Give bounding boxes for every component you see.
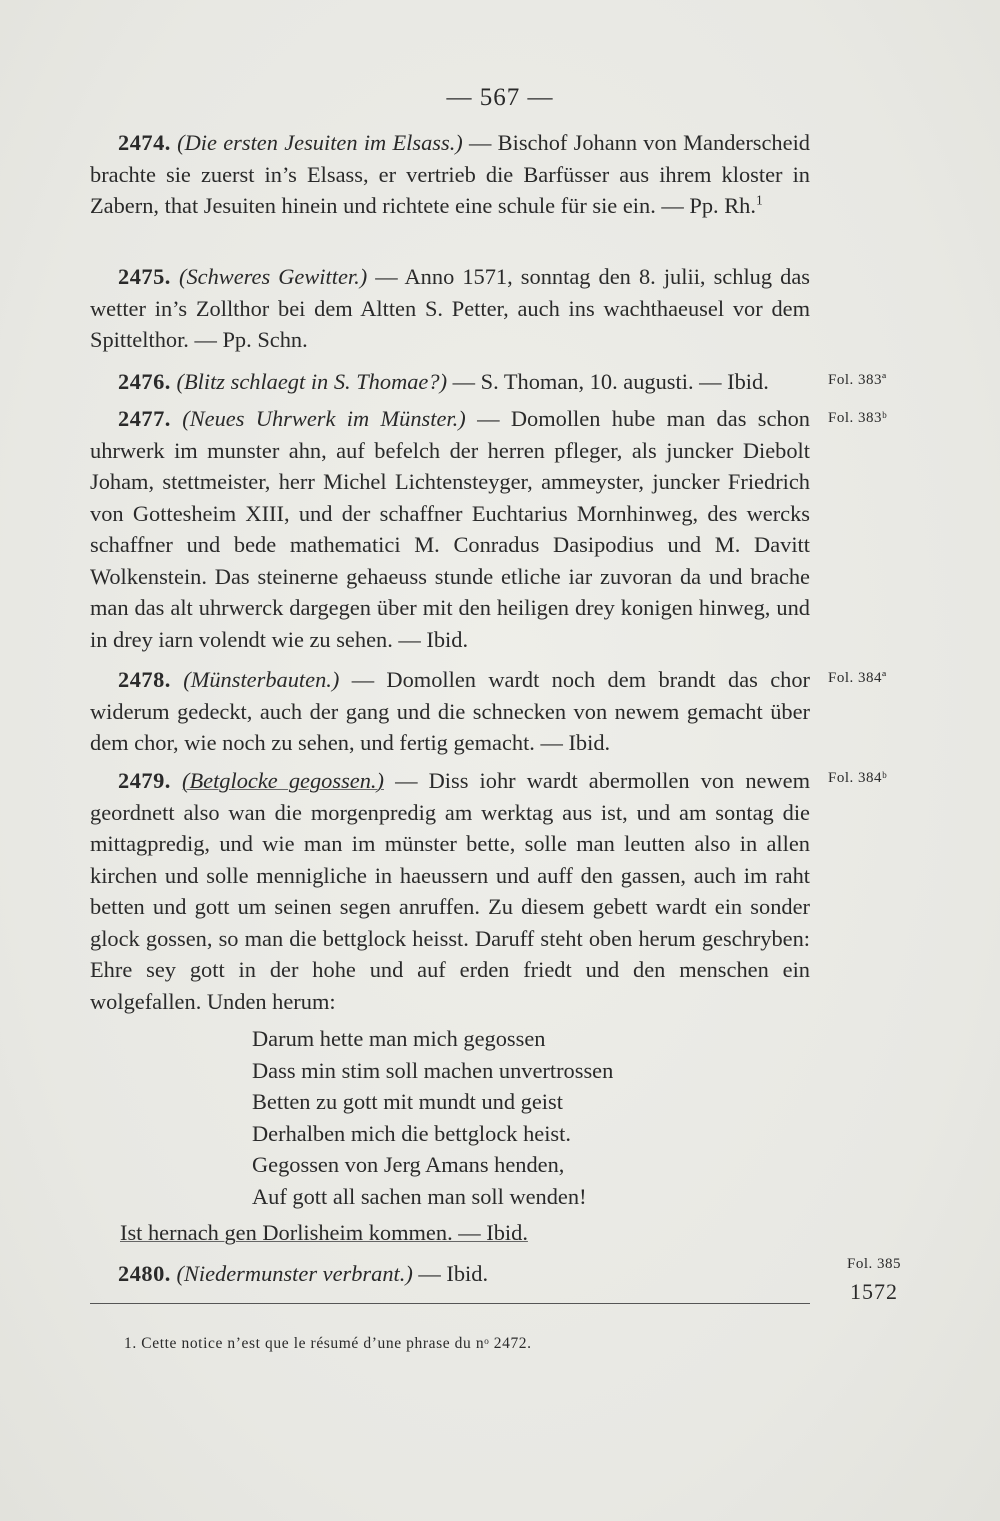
entry-title: (Betglocke gegossen.) <box>182 768 384 793</box>
closing-line <box>120 1217 810 1249</box>
verse-line: Betten zu gott mit mundt und geist <box>252 1089 563 1114</box>
entry-text: — Ibid. <box>412 1261 489 1286</box>
entry-text: — Diss iohr wardt abermollen von newem geordnett also wan die morgenpredig am werktag aus ist, und am sontag die mittagpredig, und wie man im münster bette, solle man leutten also in allen kirchen und solle mennigliche in haeussern und auff den gassen, auch im raht betten und gott um seinen segen anruffen. Zu diesem gebett wardt ein sonder glock gossen, so man die bettglock heisst. Daruff steht oben herum geschryben: Ehre sey gott in der hohe und auf erden friedt und den menschen ein wolgefallen. Unden herum: <box>90 768 810 1014</box>
entry-number: 2478. <box>118 667 171 692</box>
margin-year: 1572 <box>850 1279 898 1304</box>
entry-number: 2474. <box>118 130 171 155</box>
entry-2476 <box>90 366 810 398</box>
footnote: 1. Cette notice n’est que le résumé d’une phrase du nᵒ 2472. <box>124 1335 532 1352</box>
verse-line: Auf gott all sachen man soll wenden! <box>252 1183 587 1209</box>
entry-2474 <box>90 127 810 222</box>
verse-line: Gegossen von Jerg Amans henden, <box>252 1152 565 1177</box>
verse-line: Dass min stim soll machen unvertrossen <box>252 1057 614 1083</box>
entry-number: 2480. <box>118 1261 171 1286</box>
entry-text: — S. Thoman, 10. augusti. — Ibid. <box>447 369 769 394</box>
entry-number: 2475. <box>118 264 171 289</box>
entry-2477 <box>90 403 810 655</box>
entry-2478 <box>90 664 810 759</box>
entry-text: — Domollen hube man das schon uhrwerk im munster ahn, auf befelch der herren pfleger, als juncker Diebolt Joham, stettmeister, herr Michel Lichtensteyger, ammeyster, juncker Friedrich von Gottesheim XIII, und der schaffner Euchtarius Mornhinweg, des wercks schaffner und bede mathematici M. Conradus Dasipodius und M. Davitt Wolkenstein. Das steinerne gehaeuss stunde etliche iar zuvoran da und brache man das alt uhrwerck dargegen über mit den heiligen drey konigen hinweg, und in drey iarn volendt wie zu sehen. — Ibid. <box>90 406 811 652</box>
entry-number: 2479. <box>118 768 171 793</box>
closing-text: Ist hernach gen Dorlisheim kommen. — Ibid. <box>120 1220 528 1245</box>
entry-2480 <box>90 1258 810 1290</box>
entry-title: (Blitz schlaegt in S. Thomae?) <box>176 369 448 394</box>
folio-reference: Fol. 385 <box>846 1256 901 1272</box>
bell-inscription-verse <box>252 1023 752 1212</box>
entry-title: (Niedermunster verbrant.) <box>176 1261 413 1286</box>
entry-title: (Schweres Gewitter.) <box>178 264 368 289</box>
entry-title: (Die ersten Jesuiten im Elsass.) <box>177 130 463 155</box>
footnote-ref: 1 <box>755 192 763 208</box>
entry-number: 2477. <box>118 406 171 431</box>
verse-line: Derhalben mich die bettglock heist. <box>252 1120 571 1146</box>
folio-reference: Fol. 384ᵇ <box>828 770 888 786</box>
entry-2479 <box>90 765 810 1017</box>
folio-reference: Fol. 384ª <box>828 670 887 686</box>
entry-2475 <box>90 261 810 356</box>
footnote-divider <box>90 1303 810 1304</box>
entry-text: — Bischof Johann von Manderscheid brachte sie zuerst in’s Elsass, er vertrieb die Barfüsser aus ihrem kloster in Zabern, that Jesuiten hinein und richtete eine schule für sie ein. — Pp. Rh. <box>90 130 810 218</box>
entry-text: — Domollen wardt noch dem brandt das chor widerum gedeckt, auch der gang und die schnecken von newem gemacht über dem chor, wie noch zu sehen, und fertig gemacht. — Ibid. <box>90 667 810 755</box>
entry-title: (Münsterbauten.) <box>183 667 340 692</box>
page-number: — 567 — <box>446 84 554 111</box>
folio-reference: Fol. 383ᵇ <box>828 410 888 426</box>
entry-number: 2476. <box>118 369 171 394</box>
folio-reference: Fol. 383ª <box>828 372 887 388</box>
verse-line: Darum hette man mich gegossen <box>252 1026 546 1051</box>
entry-text: — Anno 1571, sonntag den 8. julii, schlug das wetter in’s Zollthor bei dem Altten S. Petter, auch ins wachthaeusel vor dem Spittelthor. — Pp. Schn. <box>90 264 810 352</box>
entry-title: (Neues Uhrwerk im Münster.) <box>182 406 466 431</box>
